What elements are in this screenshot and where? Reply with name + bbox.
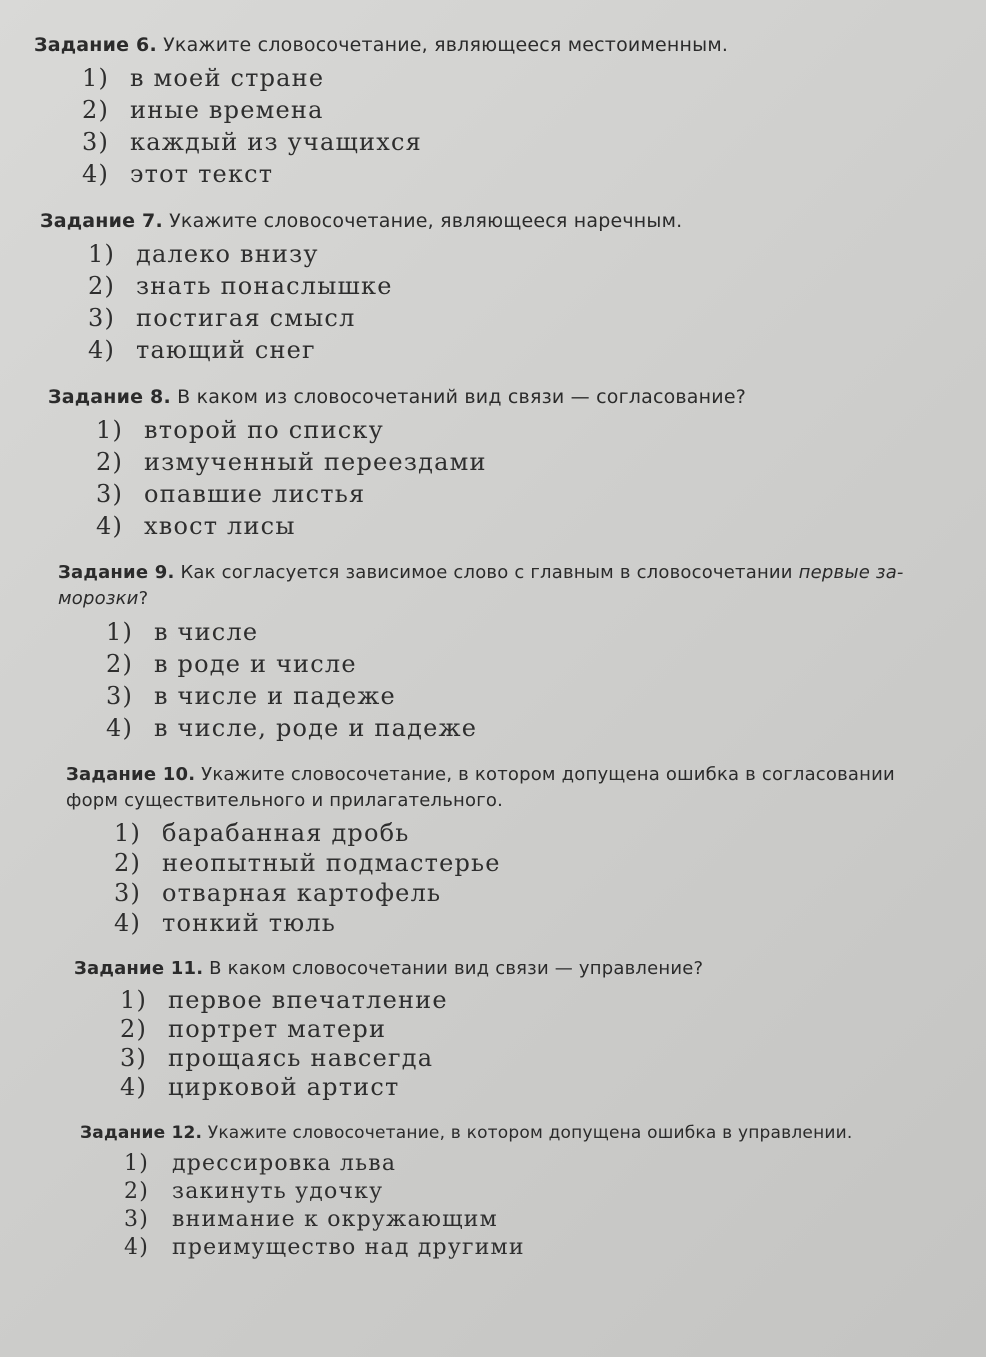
option-3 <box>88 302 960 334</box>
option-number: 1) <box>120 986 148 1014</box>
option-1 <box>82 62 964 94</box>
option-2 <box>96 446 963 478</box>
option-number: 3) <box>120 1044 148 1072</box>
option-1 <box>106 616 978 648</box>
task-10-question <box>66 762 976 814</box>
option-number: 2) <box>96 448 124 476</box>
option-number: 1) <box>88 240 116 268</box>
option-text: в числе и падеже <box>154 682 396 710</box>
option-number: 1) <box>106 618 134 646</box>
task-8 <box>48 384 963 542</box>
option-text: опавшие листья <box>144 480 366 508</box>
option-number: 3) <box>106 682 134 710</box>
option-text: тающий снег <box>136 336 316 364</box>
question-italic-2: морозки <box>58 588 139 609</box>
options-list <box>124 1150 950 1262</box>
question-text: Как согласуется зависимое слово с главным в словосочетании <box>180 562 793 583</box>
option-text: внимание к окружающим <box>172 1207 498 1232</box>
option-number: 2) <box>120 1015 148 1043</box>
option-number: 4) <box>124 1235 149 1260</box>
option-2 <box>114 848 976 878</box>
options-list <box>88 238 960 366</box>
option-text: дрессировка льва <box>172 1151 397 1176</box>
question-text: Укажите словосочетание, являющееся наречным. <box>169 210 683 232</box>
option-text: в моей стране <box>130 64 325 92</box>
option-number: 4) <box>82 160 110 188</box>
task-8-question <box>48 384 963 410</box>
option-text: второй по списку <box>144 416 384 444</box>
option-3 <box>106 680 978 712</box>
option-1 <box>114 818 976 848</box>
option-text: постигая смысл <box>136 304 356 332</box>
options-list <box>114 818 976 938</box>
task-6-question <box>34 32 964 58</box>
task-label: Задание 10. <box>66 764 196 785</box>
question-text: Укажите словосочетание, в котором допущена ошибка в управлении. <box>207 1123 853 1143</box>
option-2 <box>124 1178 950 1206</box>
options-list <box>82 62 964 190</box>
option-number: 3) <box>82 128 110 156</box>
options-list <box>106 616 978 744</box>
option-4 <box>82 158 964 190</box>
option-2 <box>82 94 964 126</box>
task-label: Задание 8. <box>48 386 171 408</box>
question-text: В каком словосочетании вид связи — управление? <box>209 958 704 979</box>
option-number: 3) <box>96 480 124 508</box>
option-number: 3) <box>114 879 142 907</box>
option-2 <box>106 648 978 680</box>
option-number: 4) <box>96 512 124 540</box>
option-text: отварная картофель <box>162 879 442 907</box>
question-text: В каком из словосочетаний вид связи — согласование? <box>177 386 746 408</box>
task-9-question <box>58 560 978 612</box>
task-label: Задание 11. <box>74 958 204 979</box>
option-text: портрет матери <box>168 1015 387 1043</box>
option-text: далеко внизу <box>136 240 319 268</box>
option-number: 1) <box>114 819 142 847</box>
option-number: 1) <box>124 1151 149 1176</box>
option-text: в роде и числе <box>154 650 357 678</box>
option-number: 4) <box>120 1073 148 1101</box>
question-text-line-2: форм существительного и прилагательного. <box>66 790 504 811</box>
question-end: ? <box>138 588 149 609</box>
option-text: иные времена <box>130 96 324 124</box>
task-label: Задание 12. <box>80 1123 203 1143</box>
task-9 <box>58 560 978 744</box>
task-12 <box>80 1120 950 1262</box>
option-3 <box>120 1044 954 1073</box>
option-text: прощаясь навсегда <box>168 1044 434 1072</box>
option-number: 4) <box>114 909 142 937</box>
option-1 <box>88 238 960 270</box>
option-number: 2) <box>82 96 110 124</box>
options-list <box>120 986 954 1102</box>
option-text: измученный переездами <box>144 448 487 476</box>
option-text: знать понаслышке <box>136 272 393 300</box>
option-text: первое впечатление <box>168 986 448 1014</box>
option-text: в числе, роде и падеже <box>154 714 478 742</box>
option-2 <box>88 270 960 302</box>
option-1 <box>120 986 954 1015</box>
option-4 <box>106 712 978 744</box>
task-label: Задание 9. <box>58 562 175 583</box>
question-italic-1: первые за- <box>798 562 904 583</box>
option-4 <box>124 1234 950 1262</box>
option-3 <box>96 478 963 510</box>
option-text: в числе <box>154 618 259 646</box>
option-number: 2) <box>114 849 142 877</box>
option-number: 1) <box>96 416 124 444</box>
option-number: 3) <box>124 1207 149 1232</box>
option-text: барабанная дробь <box>162 819 410 847</box>
option-number: 1) <box>82 64 110 92</box>
option-number: 3) <box>88 304 116 332</box>
task-12-question <box>80 1120 950 1146</box>
option-4 <box>120 1073 954 1102</box>
option-text: каждый из учащихся <box>130 128 422 156</box>
option-4 <box>114 908 976 938</box>
options-list <box>96 414 963 542</box>
option-number: 2) <box>88 272 116 300</box>
option-number: 4) <box>106 714 134 742</box>
question-text: Укажите словосочетание, в котором допущена ошибка в согласовании <box>201 764 895 785</box>
option-3 <box>124 1206 950 1234</box>
option-2 <box>120 1015 954 1044</box>
task-7-question <box>40 208 960 234</box>
option-text: неопытный подмастерье <box>162 849 501 877</box>
option-text: цирковой артист <box>168 1073 400 1101</box>
option-4 <box>96 510 963 542</box>
option-number: 2) <box>106 650 134 678</box>
option-number: 2) <box>124 1179 149 1204</box>
option-3 <box>82 126 964 158</box>
option-text: преимущество над другими <box>172 1235 525 1260</box>
option-1 <box>96 414 963 446</box>
task-10 <box>66 762 976 938</box>
option-text: этот текст <box>130 160 274 188</box>
task-6 <box>34 32 964 190</box>
task-11 <box>74 956 954 1102</box>
option-3 <box>114 878 976 908</box>
task-11-question <box>74 956 954 982</box>
option-1 <box>124 1150 950 1178</box>
option-text: тонкий тюль <box>162 909 337 937</box>
task-label: Задание 7. <box>40 210 163 232</box>
option-number: 4) <box>88 336 116 364</box>
option-text: хвост лисы <box>144 512 296 540</box>
question-text: Укажите словосочетание, являющееся местоименным. <box>163 34 729 56</box>
option-text: закинуть удочку <box>172 1179 384 1204</box>
task-7 <box>40 208 960 366</box>
option-4 <box>88 334 960 366</box>
task-label: Задание 6. <box>34 34 157 56</box>
